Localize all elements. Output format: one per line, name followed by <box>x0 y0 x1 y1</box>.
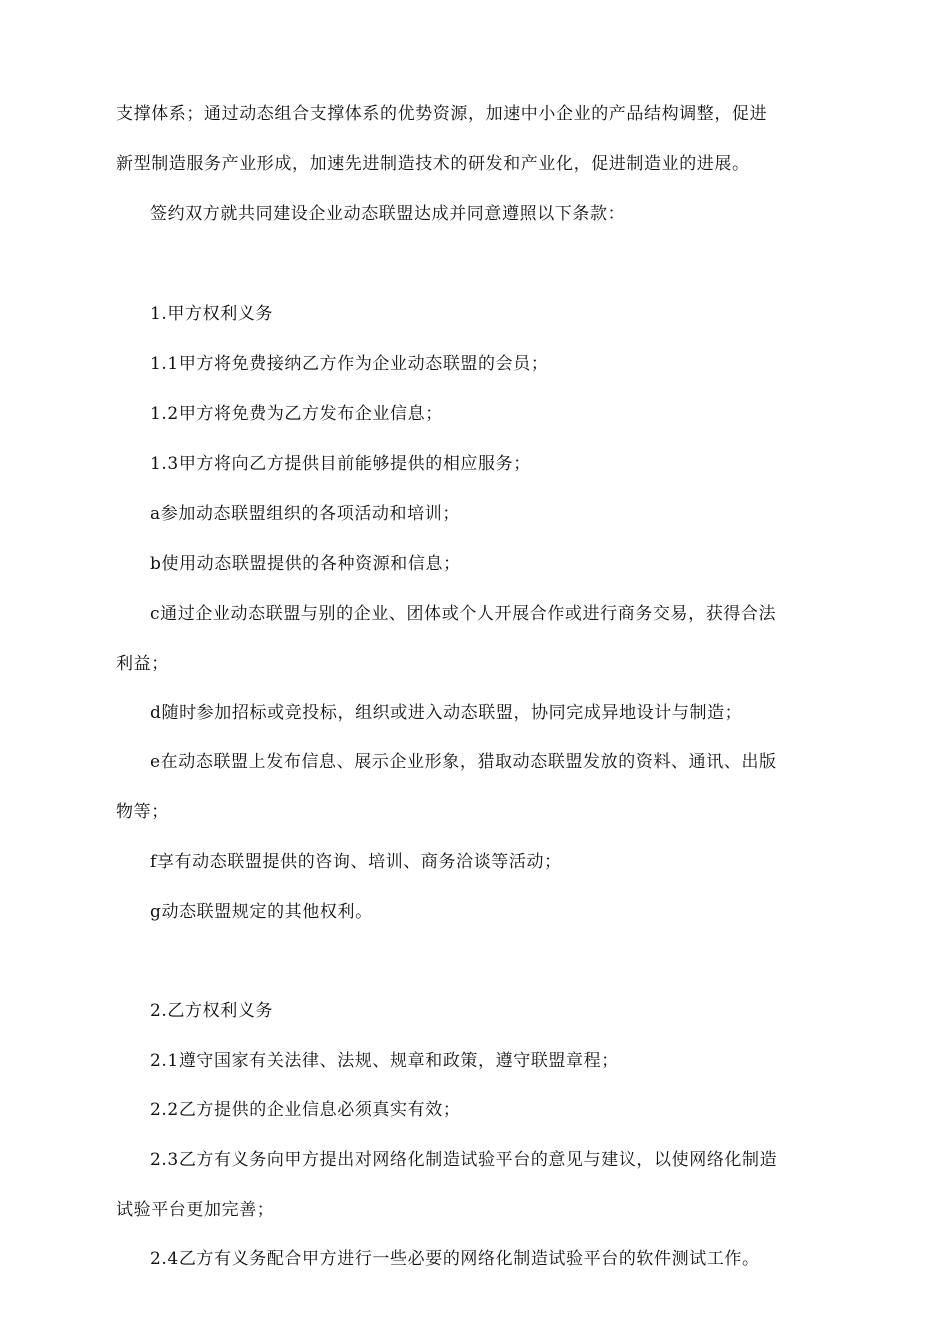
intro-line-1: 支撑体系；通过动态组合支撑体系的优势资源，加速中小企业的产品结构调整，促进 <box>116 104 768 124</box>
section-1-heading: 1.甲方权利义务 <box>150 304 274 324</box>
clause-1-2: 1.2甲方将免费为乙方发布企业信息； <box>150 404 443 424</box>
clause-1-3: 1.3甲方将向乙方提供目前能够提供的相应服务； <box>150 454 531 474</box>
clause-2-1: 2.1遵守国家有关法律、法规、规章和政策，遵守联盟章程； <box>150 1051 619 1071</box>
clause-1-1: 1.1甲方将免费接纳乙方作为企业动态联盟的会员； <box>150 354 549 374</box>
clause-2-3: 2.3乙方有义务向甲方提出对网络化制造试验平台的意见与建议，以使网络化制造 <box>150 1150 778 1170</box>
intro-line-2: 新型制造服务产业形成，加速先进制造技术的研发和产业化，促进制造业的进展。 <box>116 154 750 174</box>
clause-c-continued: 利益； <box>116 654 169 674</box>
clause-c: c通过企业动态联盟与别的企业、团体或个人开展合作或进行商务交易，获得合法 <box>150 604 777 624</box>
clause-b: b使用动态联盟提供的各种资源和信息； <box>150 554 461 574</box>
clause-2-3-continued: 试验平台更加完善； <box>116 1200 275 1220</box>
clause-2-2: 2.2乙方提供的企业信息必须真实有效； <box>150 1100 461 1120</box>
clause-g: g动态联盟规定的其他权利。 <box>150 902 373 922</box>
clause-e: e在动态联盟上发布信息、展示企业形象，猎取动态联盟发放的资料、通讯、出版 <box>150 752 777 772</box>
clause-e-continued: 物等； <box>116 802 169 822</box>
clause-d: d随时参加招标或竞投标，组织或进入动态联盟，协同完成异地设计与制造； <box>150 703 743 723</box>
clause-2-4: 2.4乙方有义务配合甲方进行一些必要的网络化制造试验平台的软件测试工作。 <box>150 1249 760 1269</box>
clause-a: a参加动态联盟组织的各项活动和培训； <box>150 504 460 524</box>
section-2-heading: 2.乙方权利义务 <box>150 1001 274 1021</box>
intro-line-3: 签约双方就共同建设企业动态联盟达成并同意遵照以下条款： <box>150 204 626 224</box>
clause-f: f享有动态联盟提供的咨询、培训、商务洽谈等活动； <box>150 852 562 872</box>
